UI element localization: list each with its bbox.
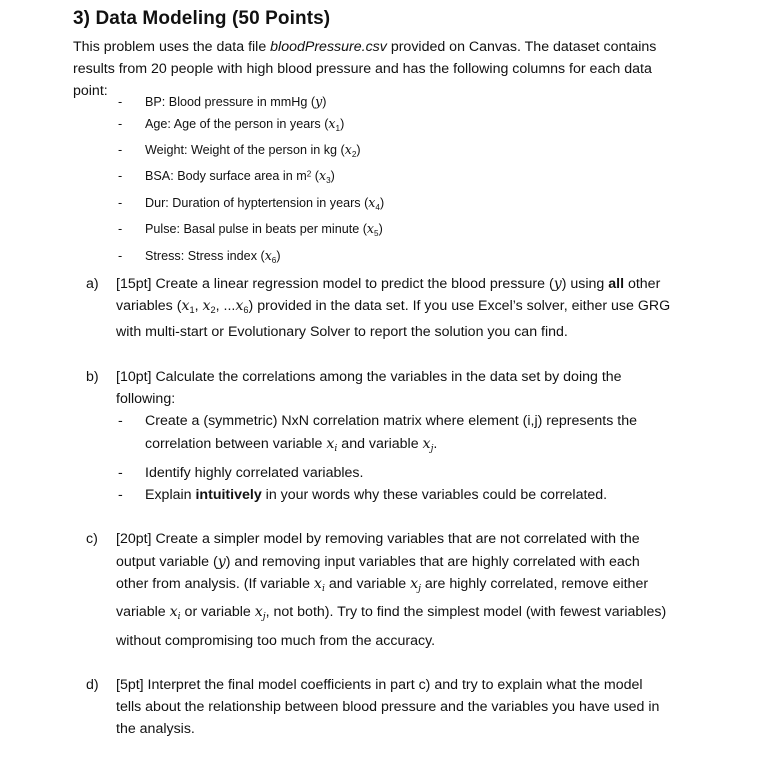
question-d-label: d) xyxy=(86,677,99,693)
question-c-line-3: other from analysis. (If variable $x_i$ and variable $x_j$ are highly correlated, remove either xyxy=(116,576,649,595)
intro-line-2: results from 20 people with high blood pressure and has the following columns for each data xyxy=(73,61,652,77)
question-c-line-5: without compromising too much from the accuracy. xyxy=(116,633,436,649)
question-b-line-2: following: xyxy=(116,391,176,407)
question-d-line-1: [5pt] Interpret the final model coefficients in part c) and try to explain what the model xyxy=(116,677,643,693)
question-a-line-2: variables ($x_1$, $x_2$, $...x_6$) provided in the data set. If you use Excel’s solver, either use GRG xyxy=(116,298,671,316)
question-d-line-2: tells about the relationship between blood pressure and the variables you have used in xyxy=(116,699,660,715)
question-a-line-1: [15pt] Create a linear regression model to predict the blood pressure (y) using all other xyxy=(116,276,661,292)
problem-title: 3) Data Modeling (50 Points) xyxy=(73,8,331,29)
question-d-line-3: the analysis. xyxy=(116,721,195,737)
intro-line-1: This problem uses the data file bloodPressure.csv provided on Canvas. The dataset contains xyxy=(73,39,657,55)
question-c-line-4: variable $x_i$ or variable $x_j$, not both). Try to find the simplest model (with fewest variables) xyxy=(116,604,667,623)
question-b-line-1: [10pt] Calculate the correlations among the variables in the data set by doing the xyxy=(116,369,622,385)
intro-line-3: point: xyxy=(73,83,108,99)
problem-intro xyxy=(73,36,723,102)
question-c-label: c) xyxy=(86,531,98,547)
document-page: 3) Data Modeling (50 Points) This problem uses the data file bloodPressure.csv provided on Canvas. The dataset contains results from 20 people with high blood pressure and has the following columns for each data point: - BP: Blood pressure in mmHg (y) - Age: Age of the person in years $(x_1)$ - Weight: Weight of the person in kg $(x_2)$ - BSA: Body surface area in $m^2$ $(x_3)$ - Dur: Duration of hyptertension in years $(x_4)$ - Pulse: Basal pulse in beats per minute $(x_5)$ - Stress: Stress index $(x_6)$ a) [15pt] Create a linear regression model to predict the blood pressure (y) using all other variables ($x_1$, $x_2$, $...x_6$) provided in the data set. If you use Excel’s solver, either use GRG with multi-start or Evolutionary Solver to report the solution you can find. b) [10pt] Calculate the correlations among the variables in the data set by doing the following: - Create a (symmetric) NxN correlation matrix where element (i,j) represents the correlation between variable $x_i$ and variable $x_j$. - Identify highly correlated variables. - Explain intuitively in your words why these variables could be correlated. c) [20pt] Create a simpler model by removing variables that are not correlated with the output variable (y) and removing input variables that are highly correlated with each other from analysis. (If variable $x_i$ and variable $x_j$ are highly correlated, remove either variable $x_i$ or variable $x_j$, not both). Try to find the simplest model (with fewest variables) without compromising too much from the accuracy. d) [5pt] Interpret the final model coefficients in part c) and try to explain what the model tells about the relationship between blood pressure and the variables you have used in the analysis. xyxy=(0,0,772,774)
question-a-line-3: with multi-start or Evolutionary Solver to report the solution you can find. xyxy=(116,324,568,340)
filename: bloodPressure.csv xyxy=(270,39,387,55)
question-c-line-1: [20pt] Create a simpler model by removing variables that are not correlated with the xyxy=(116,531,640,547)
question-c-line-2: output variable (y) and removing input variables that are highly correlated with each xyxy=(116,554,640,570)
question-b-label: b) xyxy=(86,369,99,385)
question-a-label: a) xyxy=(86,276,99,292)
